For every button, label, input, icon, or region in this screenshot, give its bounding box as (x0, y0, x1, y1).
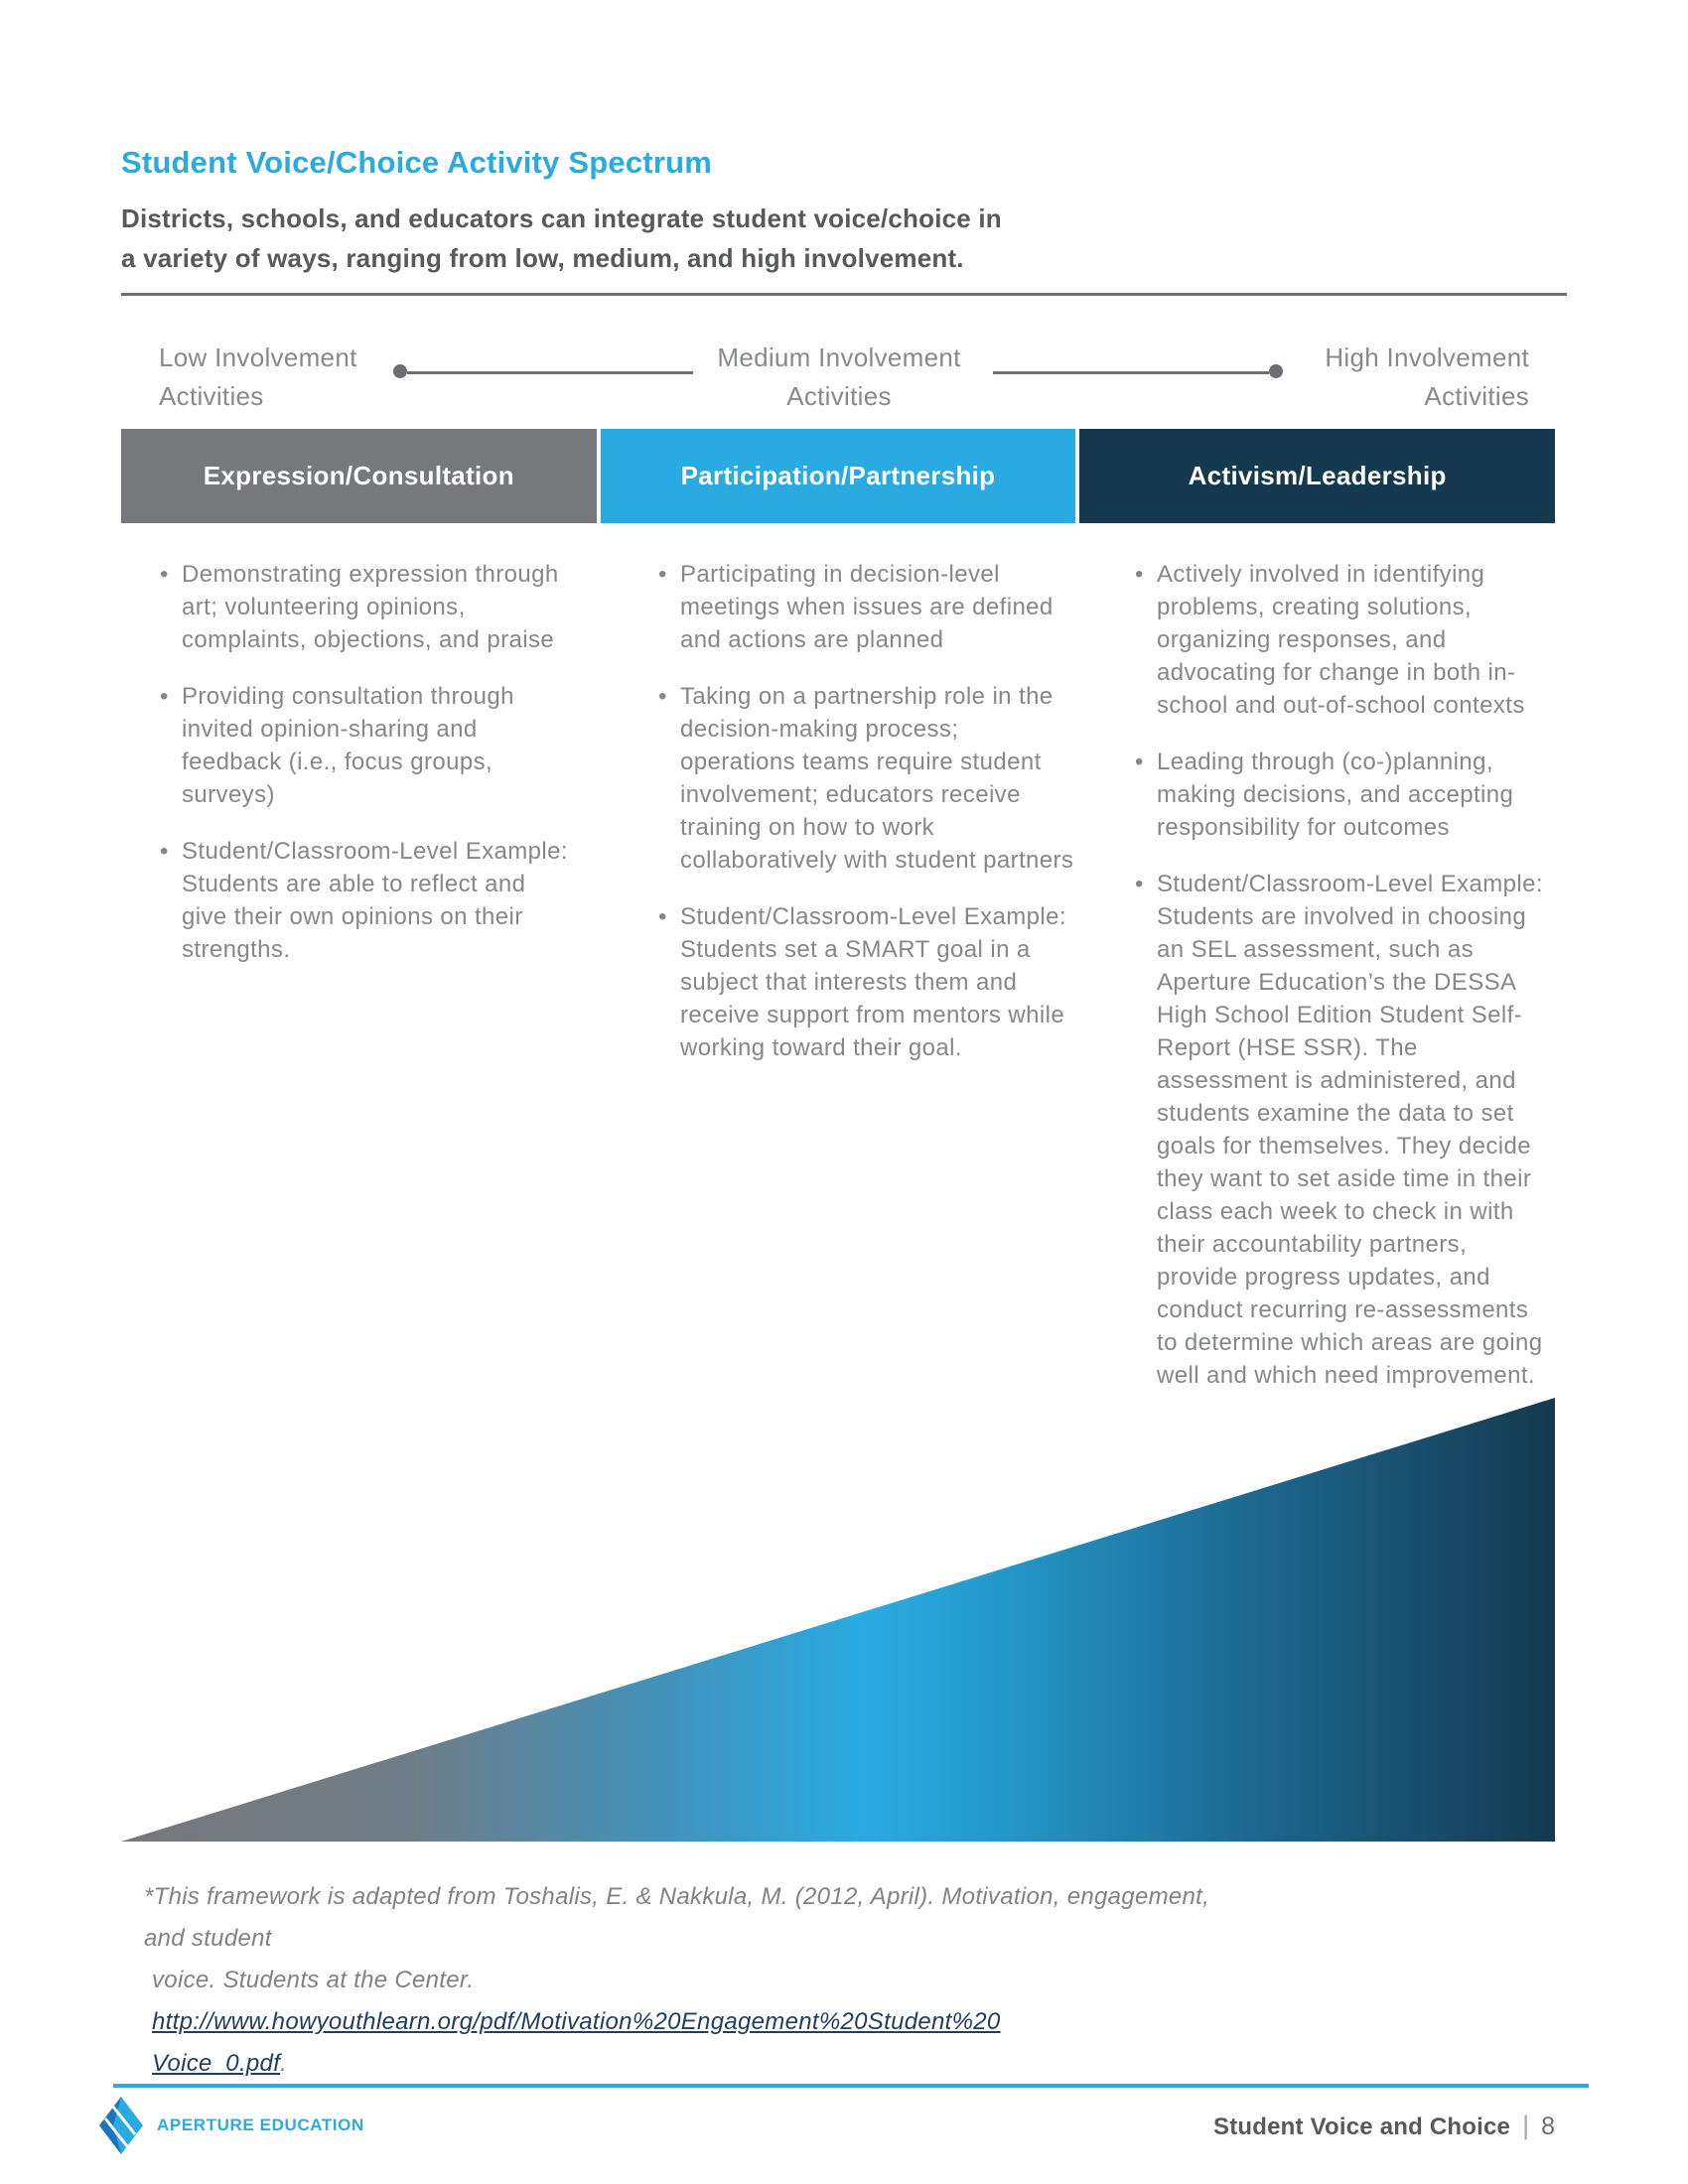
footnote-line-2 (144, 1960, 1236, 2043)
footer-page-number: 8 (1541, 2113, 1555, 2140)
footnote-period: . (280, 2050, 288, 2077)
header-expression-consultation: Expression/Consultation (121, 429, 597, 523)
footer-page-info (1213, 2111, 1555, 2141)
aperture-education-logo-icon (99, 2097, 143, 2154)
footnote (144, 1876, 1236, 2085)
bullet-item: • Participating in decision-level meetings when issues are defined and actions are planned (657, 558, 1074, 656)
subtitle-line-1: Districts, schools, and educators can integrate student voice/choice in (121, 204, 1002, 233)
page-subtitle (121, 199, 1002, 278)
footnote-line-1: *This framework is adapted from Toshalis, E. & Nakkula, M. (2012, April). Motivation, engagement, and student (144, 1883, 1210, 1952)
spectrum-label-low: Low Involvement Activities (159, 342, 357, 411)
spectrum-dot-left (393, 364, 407, 378)
bullet-item: • Student/Classroom-Level Example: Students set a SMART goal in a subject that interests them and receive support from mentors while working toward their goal. (657, 900, 1074, 1064)
column-participation-partnership (620, 558, 1100, 1416)
spectrum-dot-right (1269, 364, 1283, 378)
bullet-item: • Providing consultation through invited opinion-sharing and feedback (i.e., focus groups, surveys) (159, 680, 576, 811)
spectrum-label-high: High Involvement Activities (1325, 342, 1529, 411)
spectrum-label-medium: Medium Involvement Activities (717, 342, 961, 411)
column-expression-consultation (121, 558, 616, 1416)
column-body (121, 558, 1555, 1416)
header-activism-leadership: Activism/Leadership (1079, 429, 1555, 523)
header-participation-partnership: Participation/Partnership (601, 429, 1076, 523)
involvement-gradient-triangle (121, 1398, 1555, 1842)
bullet-item: • Taking on a partnership role in the decision-making process; operations teams require student involvement; educators receive training on how to work collaboratively with student partners (657, 680, 1074, 877)
column-activism-leadership (1104, 558, 1555, 1416)
footer-separator: | (1522, 2111, 1530, 2140)
footnote-link-continued[interactable]: Voice_0.pdf (152, 2050, 281, 2077)
subtitle-line-2: a variety of ways, ranging from low, medium, and high involvement. (121, 243, 964, 273)
footer-divider (113, 2084, 1589, 2088)
divider-rule (121, 293, 1567, 296)
bullet-item: • Demonstrating expression through art; volunteering opinions, complaints, objections, and praise (159, 558, 576, 656)
footnote-line-3 (144, 2043, 1236, 2085)
footnote-citation-text: voice. Students at the Center. (152, 1967, 475, 1993)
footer-doc-title: Student Voice and Choice (1213, 2114, 1511, 2140)
spectrum-connector-left (407, 371, 693, 374)
page-title: Student Voice/Choice Activity Spectrum (121, 145, 712, 180)
footnote-link[interactable]: http://www.howyouthlearn.org/pdf/Motivation%20Engagement%20Student%20 (152, 2008, 1001, 2035)
aperture-education-logo (99, 2097, 364, 2154)
bullet-item: • Actively involved in identifying problems, creating solutions, organizing responses, and advocating for change in both in-school and out-of-school contexts (1134, 558, 1551, 722)
spectrum-connector-right (993, 371, 1269, 374)
bullet-item: • Student/Classroom-Level Example: Students are able to reflect and give their own opinions on their strengths. (159, 835, 576, 966)
aperture-education-logo-text: APERTURE EDUCATION (157, 2116, 364, 2134)
column-headers (121, 429, 1555, 523)
bullet-item: • Leading through (co-)planning, making decisions, and accepting responsibility for outcomes (1134, 746, 1551, 844)
bullet-item: • Student/Classroom-Level Example: Students are involved in choosing an SEL assessment, such as Aperture Education’s the DESSA High School Edition Student Self-Report (HSE SSR). The assessment is administered, and students examine the data to set goals for themselves. They decide they want to set aside time in their class each week to check in with their accountability partners, provide progress updates, and conduct recurring re-assessments to determine which areas are going well and which need improvement. (1134, 868, 1551, 1392)
